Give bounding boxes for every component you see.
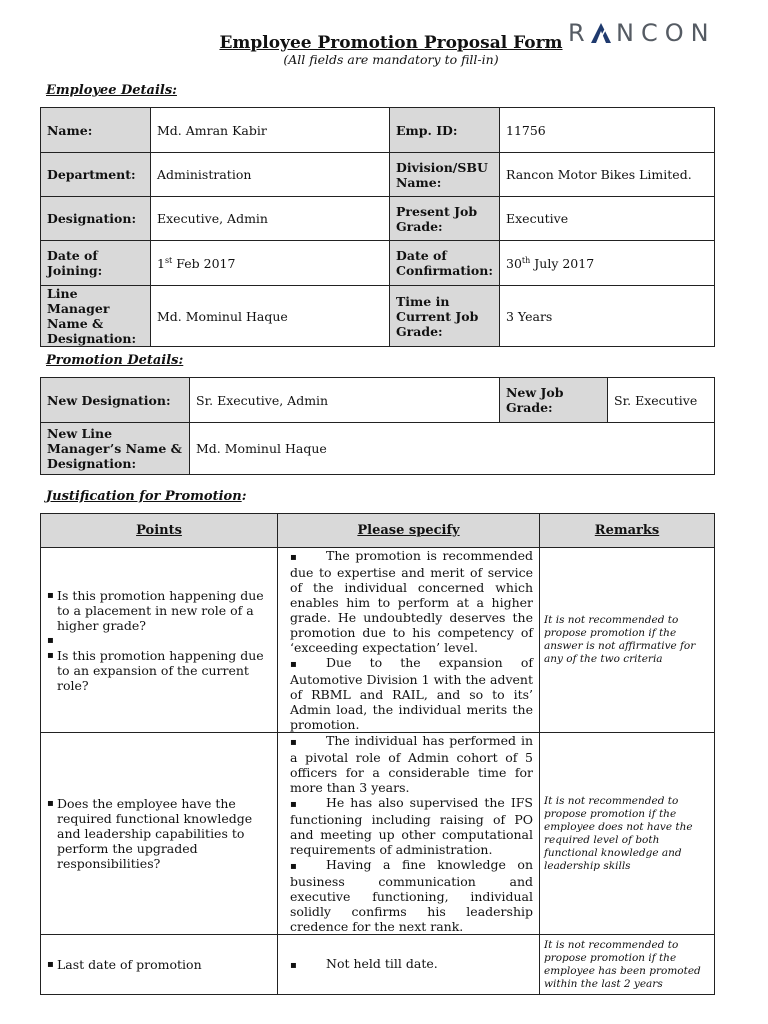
bullet-icon: ▪ xyxy=(290,552,297,563)
justification-heading-text: Justification for Promotion xyxy=(46,489,242,504)
new-designation-value: Sr. Executive, Admin xyxy=(190,378,500,423)
doc-rest: July 2017 xyxy=(530,255,595,271)
doj-rest: Feb 2017 xyxy=(172,255,236,271)
doc-label: Date of Confirmation: xyxy=(390,241,500,286)
emp-id-value: 11756 xyxy=(500,108,715,153)
col-points-header: Points xyxy=(41,514,278,548)
specify-text: The individual has performed in a pivotal role of Admin cohort of 5 officers for a considerable time for more than 3 years. xyxy=(290,733,533,795)
table-row xyxy=(41,153,715,197)
table-row xyxy=(41,241,715,286)
doc-suffix: th xyxy=(521,255,531,265)
line-manager-value: Md. Mominul Haque xyxy=(151,286,390,347)
page-subtitle: (All fields are mandatory to fill-in) xyxy=(283,52,499,67)
table-header-row xyxy=(41,514,715,548)
remarks-cell: It is not recommended to propose promotion if the employee has been promoted within the last 2 years xyxy=(540,935,715,995)
bullet-icon: ▪ xyxy=(290,799,297,810)
time-in-grade-label: Time in Current Job Grade: xyxy=(390,286,500,347)
point-item: ▪ Last date of promotion xyxy=(47,957,271,972)
doc-value xyxy=(500,241,715,286)
table-row xyxy=(41,423,715,475)
col-remarks-header: Remarks xyxy=(540,514,715,548)
page-title: Employee Promotion Proposal Form xyxy=(219,33,563,53)
present-grade-label: Present Job Grade: xyxy=(390,197,500,241)
promotion-details-table xyxy=(40,377,715,475)
table-row xyxy=(41,108,715,153)
doj-value xyxy=(151,241,390,286)
justification-table xyxy=(40,513,715,995)
table-row xyxy=(41,548,715,733)
bullet-icon: ▪ xyxy=(290,861,297,872)
specify-text: He has also supervised the IFS functioning including raising of PO and meeting up other computational requirements of administration. xyxy=(290,795,533,857)
specify-paragraph xyxy=(290,857,533,934)
point-item: ▪ Is this promotion happening due to an expansion of the current role? xyxy=(47,648,271,693)
table-row xyxy=(41,733,715,935)
doj-label: Date of Joining: xyxy=(41,241,151,286)
specify-paragraph xyxy=(290,956,533,973)
table-row xyxy=(41,197,715,241)
table-row xyxy=(41,378,715,423)
specify-text: Not held till date. xyxy=(326,956,438,971)
specify-text: The promotion is recommended due to expertise and merit of service of the individual concerned which enables him to perform at a higher grade. He undoubtedly deserves the promotion due to his competency of ‘exceeding expectation’ level. xyxy=(290,548,533,655)
point-item: ▪ Does the employee have the required functional knowledge and leadership capabilities to perform the upgraded responsibilities? xyxy=(47,796,271,871)
employee-details-table xyxy=(40,107,715,347)
specify-paragraph xyxy=(290,548,533,655)
designation-label: Designation: xyxy=(41,197,151,241)
specify-cell xyxy=(278,733,540,935)
designation-value: Executive, Admin xyxy=(151,197,390,241)
specify-text: Having a fine knowledge on business communication and executive functioning, individual solidly confirms his leadership credence for the next rank. xyxy=(290,857,533,934)
employee-details-heading: Employee Details: xyxy=(46,83,177,98)
department-label: Department: xyxy=(41,153,151,197)
points-cell xyxy=(41,935,278,995)
point-spacer xyxy=(47,633,271,648)
doj-suffix: st xyxy=(164,255,173,265)
doc-day: 30 xyxy=(506,255,522,271)
department-value: Administration xyxy=(151,153,390,197)
table-row xyxy=(41,286,715,347)
remarks-cell: It is not recommended to propose promotion if the employee does not have the required level of both functional knowledge and leadership skills xyxy=(540,733,715,935)
line-manager-label: Line Manager Name & Designation: xyxy=(41,286,151,347)
specify-cell xyxy=(278,548,540,733)
specify-paragraph xyxy=(290,655,533,732)
table-row xyxy=(41,935,715,995)
specify-text: Due to the expansion of Automotive Division 1 with the advent of RBML and RAIL, and so to its’ Admin load, the individual merits the promotion. xyxy=(290,655,533,732)
division-value: Rancon Motor Bikes Limited. xyxy=(500,153,715,197)
logo-text-r: R xyxy=(568,19,592,47)
new-designation-label: New Designation: xyxy=(41,378,190,423)
name-value: Md. Amran Kabir xyxy=(151,108,390,153)
promotion-details-heading: Promotion Details: xyxy=(46,353,184,368)
name-label: Name: xyxy=(41,108,151,153)
bullet-icon: ▪ xyxy=(290,659,297,670)
logo-text-rest: NCON xyxy=(616,19,716,47)
new-manager-value: Md. Mominul Haque xyxy=(190,423,715,475)
col-specify-header: Please specify xyxy=(278,514,540,548)
new-grade-label: New Job Grade: xyxy=(500,378,608,423)
new-grade-value: Sr. Executive xyxy=(608,378,715,423)
justification-heading xyxy=(46,489,247,504)
present-grade-value: Executive xyxy=(500,197,715,241)
point-item: ▪ Is this promotion happening due to a placement in new role of a higher grade? xyxy=(47,588,271,633)
justification-heading-colon: : xyxy=(241,489,247,504)
bullet-icon: ▪ xyxy=(290,960,297,971)
specify-paragraph xyxy=(290,795,533,857)
specify-paragraph xyxy=(290,733,533,795)
remarks-cell: It is not recommended to propose promotion if the answer is not affirmative for any of the two criteria xyxy=(540,548,715,733)
division-label: Division/SBU Name: xyxy=(390,153,500,197)
bullet-icon: ▪ xyxy=(290,737,297,748)
points-cell xyxy=(41,733,278,935)
doj-day: 1 xyxy=(157,255,165,271)
points-cell xyxy=(41,548,278,733)
specify-cell xyxy=(278,935,540,995)
time-in-grade-value: 3 Years xyxy=(500,286,715,347)
emp-id-label: Emp. ID: xyxy=(390,108,500,153)
new-manager-label: New Line Manager’s Name & Designation: xyxy=(41,423,190,475)
